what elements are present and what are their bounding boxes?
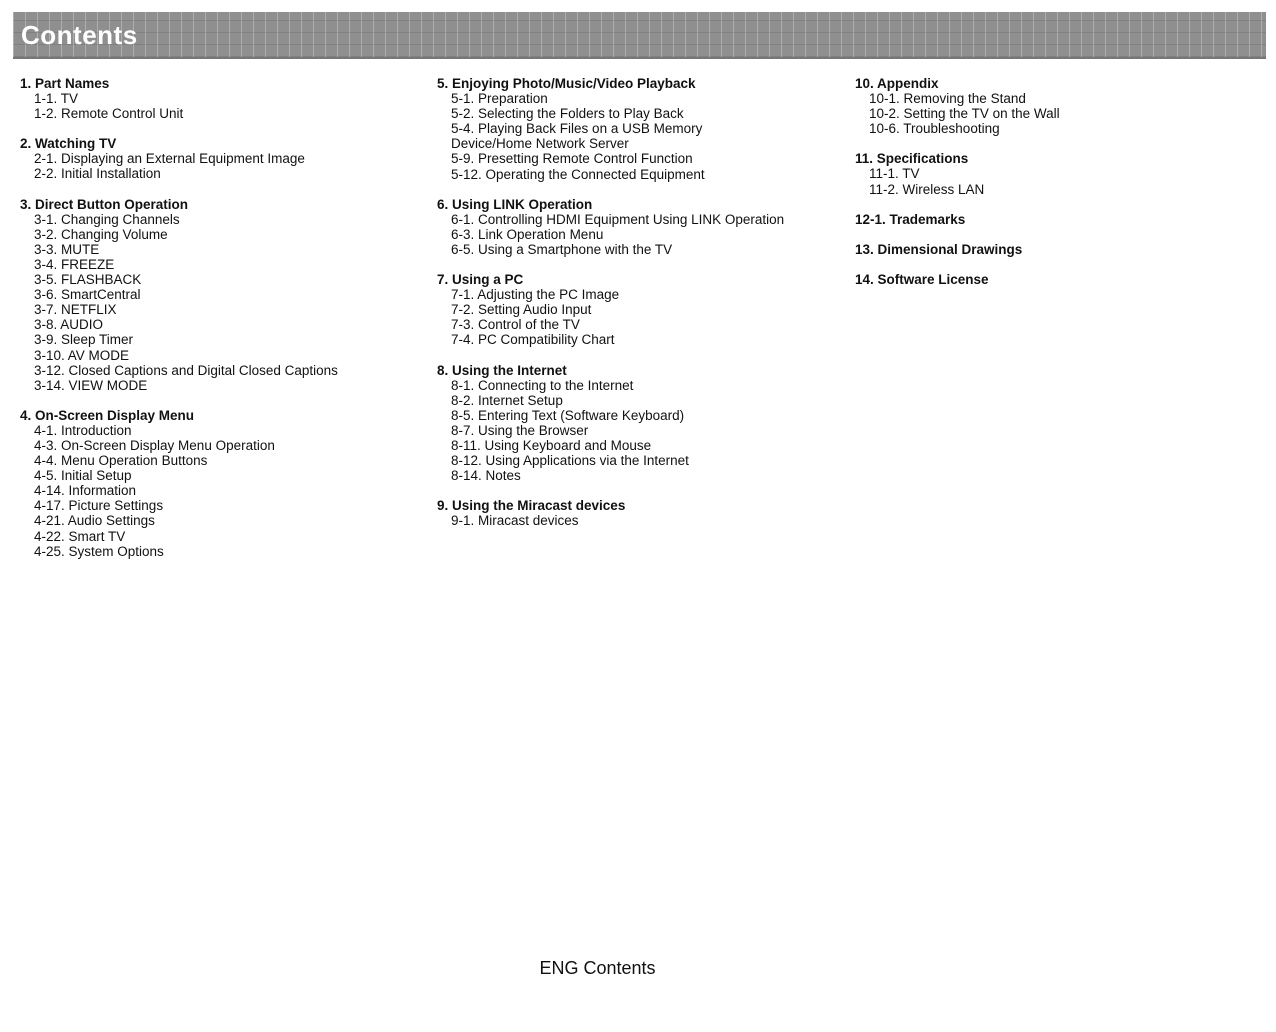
toc-item[interactable]: 8-11. Using Keyboard and Mouse bbox=[451, 437, 652, 453]
toc-section-title[interactable]: 14. Software License bbox=[855, 271, 989, 287]
toc-item[interactable]: 3-8. AUDIO bbox=[34, 317, 104, 333]
toc-section bbox=[855, 151, 1265, 196]
toc-item[interactable]: 4-1. Introduction bbox=[34, 422, 132, 438]
toc-item[interactable]: 8-7. Using the Browser bbox=[451, 422, 589, 438]
toc-item[interactable]: 7-1. Adjusting the PC Image bbox=[451, 287, 620, 303]
toc-item[interactable]: 3-10. AV MODE bbox=[34, 347, 130, 363]
toc-item[interactable]: 3-12. Closed Captions and Digital Closed Captions bbox=[34, 362, 338, 378]
toc-item[interactable]: 7-3. Control of the TV bbox=[451, 317, 580, 333]
toc-section-title[interactable]: 13. Dimensional Drawings bbox=[855, 241, 1023, 257]
toc-column-1 bbox=[20, 76, 430, 574]
toc-item[interactable]: 3-14. VIEW MODE bbox=[34, 377, 148, 393]
toc-item[interactable]: 3-2. Changing Volume bbox=[34, 226, 168, 242]
toc-section bbox=[855, 272, 1265, 287]
toc-column-3 bbox=[855, 76, 1265, 302]
toc-item[interactable]: 2-1. Displaying an External Equipment Image bbox=[34, 151, 305, 167]
toc-item[interactable]: 10-2. Setting the TV on the Wall bbox=[869, 106, 1060, 122]
toc-item[interactable]: 5-12. Operating the Connected Equipment bbox=[451, 166, 705, 182]
toc-item[interactable]: 7-4. PC Compatibility Chart bbox=[451, 332, 615, 348]
toc-section-title[interactable]: 6. Using LINK Operation bbox=[437, 196, 593, 212]
toc-item[interactable]: 3-3. MUTE bbox=[34, 241, 100, 257]
page-title: Contents bbox=[21, 20, 138, 50]
toc-section bbox=[20, 76, 430, 121]
toc-item[interactable]: 8-1. Connecting to the Internet bbox=[451, 377, 634, 393]
toc-item[interactable]: 3-1. Changing Channels bbox=[34, 211, 180, 227]
toc-item[interactable]: 4-14. Information bbox=[34, 483, 137, 499]
toc-item[interactable]: 4-25. System Options bbox=[34, 543, 164, 559]
toc-section bbox=[437, 76, 847, 182]
toc-item[interactable]: 5-9. Presetting Remote Control Function bbox=[451, 151, 693, 167]
toc-item[interactable]: 4-21. Audio Settings bbox=[34, 513, 155, 529]
toc-item[interactable]: 8-2. Internet Setup bbox=[451, 392, 563, 408]
toc-item[interactable]: 4-4. Menu Operation Buttons bbox=[34, 453, 208, 469]
toc-section bbox=[437, 272, 847, 347]
toc-item[interactable]: 10-6. Troubleshooting bbox=[869, 121, 1000, 137]
toc-item[interactable]: 11-1. TV bbox=[869, 166, 920, 182]
toc-item[interactable]: 3-4. FREEZE bbox=[34, 256, 115, 272]
toc-section bbox=[437, 498, 847, 528]
toc-item[interactable]: 6-3. Link Operation Menu bbox=[451, 226, 604, 242]
toc-section-title[interactable]: 2. Watching TV bbox=[20, 136, 117, 152]
toc-section-title[interactable]: 10. Appendix bbox=[855, 76, 939, 91]
toc-section-title[interactable]: 5. Enjoying Photo/Music/Video Playback bbox=[437, 76, 696, 91]
toc-section bbox=[855, 212, 1265, 227]
toc-section bbox=[855, 242, 1265, 257]
toc-item[interactable]: 8-5. Entering Text (Software Keyboard) bbox=[451, 407, 685, 423]
toc-section-title[interactable]: 1. Part Names bbox=[20, 76, 110, 91]
toc-section bbox=[437, 363, 847, 484]
toc-item[interactable]: 9-1. Miracast devices bbox=[451, 513, 579, 529]
toc-section-title[interactable]: 9. Using the Miracast devices bbox=[437, 498, 626, 514]
toc-section bbox=[855, 76, 1265, 136]
toc-item[interactable]: 5-1. Preparation bbox=[451, 91, 548, 107]
toc-item[interactable]: 3-9. Sleep Timer bbox=[34, 332, 134, 348]
toc-item[interactable]: Device/Home Network Server bbox=[451, 136, 629, 152]
toc-item[interactable]: 4-22. Smart TV bbox=[34, 528, 126, 544]
toc-item[interactable]: 4-3. On-Screen Display Menu Operation bbox=[34, 437, 275, 453]
toc-item[interactable]: 6-5. Using a Smartphone with the TV bbox=[451, 241, 673, 257]
toc-item[interactable]: 8-12. Using Applications via the Internet bbox=[451, 453, 689, 469]
toc-section bbox=[20, 408, 430, 559]
toc-section bbox=[20, 197, 430, 393]
toc-item[interactable]: 11-2. Wireless LAN bbox=[869, 181, 985, 197]
toc-item[interactable]: 1-1. TV bbox=[34, 91, 79, 107]
toc-item[interactable]: 1-2. Remote Control Unit bbox=[34, 106, 184, 122]
toc-section-title[interactable]: 12-1. Trademarks bbox=[855, 211, 966, 227]
toc-item[interactable]: 8-14. Notes bbox=[451, 468, 521, 484]
toc-section-title[interactable]: 4. On-Screen Display Menu bbox=[20, 407, 195, 423]
toc-item[interactable]: 3-5. FLASHBACK bbox=[34, 272, 142, 288]
toc-item[interactable]: 4-17. Picture Settings bbox=[34, 498, 164, 514]
toc-item[interactable]: 5-2. Selecting the Folders to Play Back bbox=[451, 106, 684, 122]
toc-column-2 bbox=[437, 76, 847, 543]
toc-item[interactable]: 10-1. Removing the Stand bbox=[869, 91, 1026, 107]
toc-item[interactable]: 7-2. Setting Audio Input bbox=[451, 302, 592, 318]
toc-item[interactable]: 4-5. Initial Setup bbox=[34, 468, 132, 484]
toc-section-title[interactable]: 7. Using a PC bbox=[437, 272, 524, 288]
toc-section-title[interactable]: 3. Direct Button Operation bbox=[20, 196, 189, 212]
toc-item[interactable]: 5-4. Playing Back Files on a USB Memory bbox=[451, 121, 703, 137]
toc-section-title[interactable]: 11. Specifications bbox=[855, 151, 969, 167]
toc-section-title[interactable]: 8. Using the Internet bbox=[437, 362, 567, 378]
contents-banner bbox=[13, 12, 1266, 59]
toc-item[interactable]: 6-1. Controlling HDMI Equipment Using LINK Operation bbox=[451, 211, 785, 227]
toc-item[interactable]: 3-7. NETFLIX bbox=[34, 302, 117, 318]
toc-section bbox=[437, 197, 847, 257]
toc-item[interactable]: 3-6. SmartCentral bbox=[34, 287, 141, 303]
page-footer: ENG Contents bbox=[539, 958, 656, 978]
toc-item[interactable]: 2-2. Initial Installation bbox=[34, 166, 161, 182]
toc-section bbox=[20, 136, 430, 181]
